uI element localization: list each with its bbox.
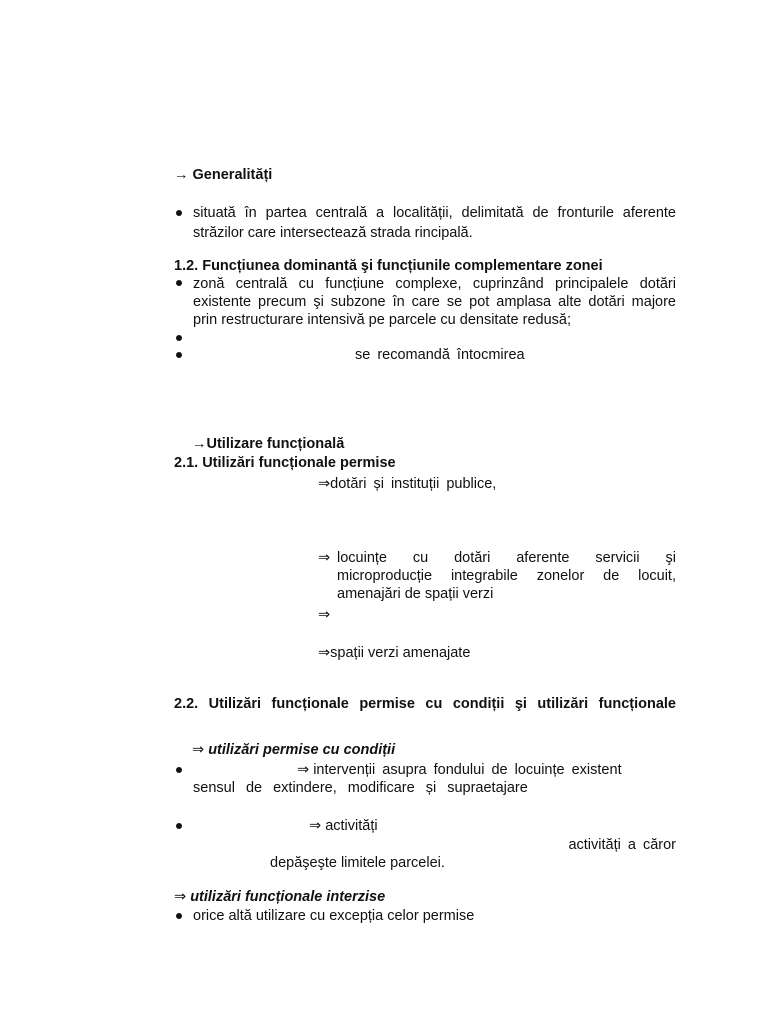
bullet-icon [176,823,182,829]
bullet-icon [176,335,182,341]
implies-arrow-icon: ⇒ [192,742,205,758]
generalitati-heading-text: Generalități [192,167,273,183]
arrow-right-icon: → [192,436,207,452]
conditii-bullet-2-line-2: activități a căror [568,837,676,853]
permise-item-2-line-2: microproducție integrabile zonelor de locuit, [337,568,676,584]
conditii-bullet-2-line-3: depăşeşte limitele parcelei. [270,855,445,871]
conditii-bullet-1-line-2: sensul de extindere, modificare și supraetajare [193,780,528,796]
section-1-2-bullet-line-2: existente precum şi subzone în care se pot amplasa alte dotări majore [193,294,676,310]
implies-arrow-icon: ⇒ [318,645,331,661]
utilizare-functionala-heading [192,435,344,453]
generalitati-bullet-line-1: situată în partea centrală a localității, delimitată de fronturile aferente [193,205,676,221]
implies-arrow-icon: ⇒ [309,818,322,834]
section-1-2-bullet-line-3: prin restructurare intensivă pe parcele cu densitate redusă; [193,312,572,328]
generalitati-bullet-line-2: străzilor care intersectează strada rincipală. [193,225,473,241]
section-2-1-title: 2.1. Utilizări funcționale permise [174,455,396,471]
implies-arrow-icon: ⇒ [174,889,187,905]
subheading-interzise [174,888,385,906]
generalitati-heading [174,166,272,184]
permise-item-1 [318,475,496,493]
bullet-icon [176,280,182,286]
subheading-permise-conditii-text: utilizări permise cu condiții [208,742,396,758]
bullet-icon [176,210,182,216]
utilizare-functionala-heading-text: Utilizare funcțională [206,436,345,452]
interzise-bullet-text: orice altă utilizare cu excepția celor permise [193,908,475,924]
permise-item-4 [318,644,470,662]
conditii-bullet-2-text: activități [325,818,378,834]
bullet-icon [176,767,182,773]
conditii-bullet-2 [309,817,378,835]
permise-item-4-text: spații verzi amenajate [330,645,471,661]
subheading-permise-conditii [192,741,395,759]
section-1-2-bullet-3-text: se recomandă întocmirea [355,347,525,363]
implies-arrow-icon: ⇒ [318,607,331,623]
implies-arrow-icon: ⇒ [318,476,331,492]
section-1-2-bullet-line-1: zonă centrală cu funcțiune complexe, cuprinzând principalele dotări [193,276,676,292]
implies-arrow-icon: ⇒ [297,762,310,778]
conditii-bullet-1-text: intervenții asupra fondului de locuințe existent [313,762,622,778]
section-1-2-title: 1.2. Funcțiunea dominantă şi funcțiunile complementare zonei [174,258,603,274]
arrow-right-icon: → [174,167,189,183]
section-2-2-title: 2.2. Utilizări funcționale permise cu condiții şi utilizări funcționale [174,696,676,712]
bullet-icon [176,913,182,919]
conditii-bullet-1 [297,761,622,779]
subheading-interzise-text: utilizări funcționale interzise [190,889,386,905]
permise-item-2-line-1: locuințe cu dotări aferente servicii şi [337,550,676,566]
permise-item-2-line-3: amenajări de spații verzi [337,586,494,602]
bullet-icon [176,352,182,358]
permise-item-1-text: dotări și instituții publice, [330,476,497,492]
implies-arrow-icon: ⇒ [318,550,331,566]
